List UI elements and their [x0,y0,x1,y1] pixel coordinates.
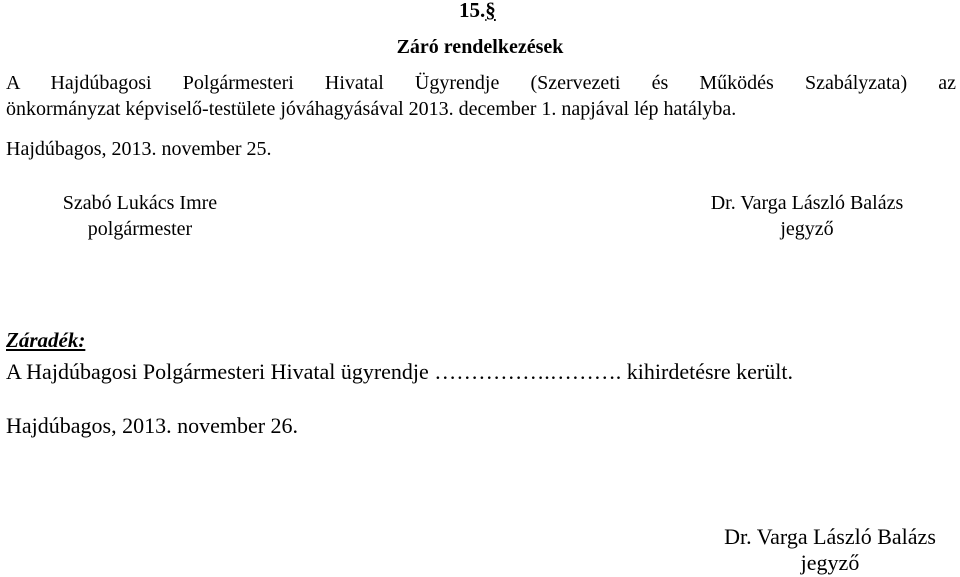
place-date: Hajdúbagos, 2013. november 25. [6,138,272,160]
clause-signatory-name: Dr. Varga László Balázs [724,524,936,549]
section-symbol: § [485,0,496,22]
body-line-2: önkormányzat képviselő-testülete jóváhagyásával 2013. december 1. napjával lép hatályba. [6,98,737,120]
section-title: Záró rendelkezések [396,36,564,58]
body-line-1: A Hajdúbagosi Polgármesteri Hivatal Ügyrendje (Szervezeti és Működés Szabályzata) az [6,72,956,94]
signatory-right-title: jegyző [780,218,834,240]
signatory-left-title: polgármester [87,218,193,240]
clause-place-date: Hajdúbagos, 2013. november 26. [6,413,299,438]
clause-heading: Záradék: [6,328,86,352]
signatory-right-name: Dr. Varga László Balázs [710,192,904,214]
clause-signatory-title: jegyző [800,550,860,575]
clause-text: A Hajdúbagosi Polgármesteri Hivatal ügyrendje …………….………. kihirdetésre került. [6,359,793,384]
section-number: 15.§ [459,0,496,22]
signatory-left-name: Szabó Lukács Imre [62,192,218,214]
